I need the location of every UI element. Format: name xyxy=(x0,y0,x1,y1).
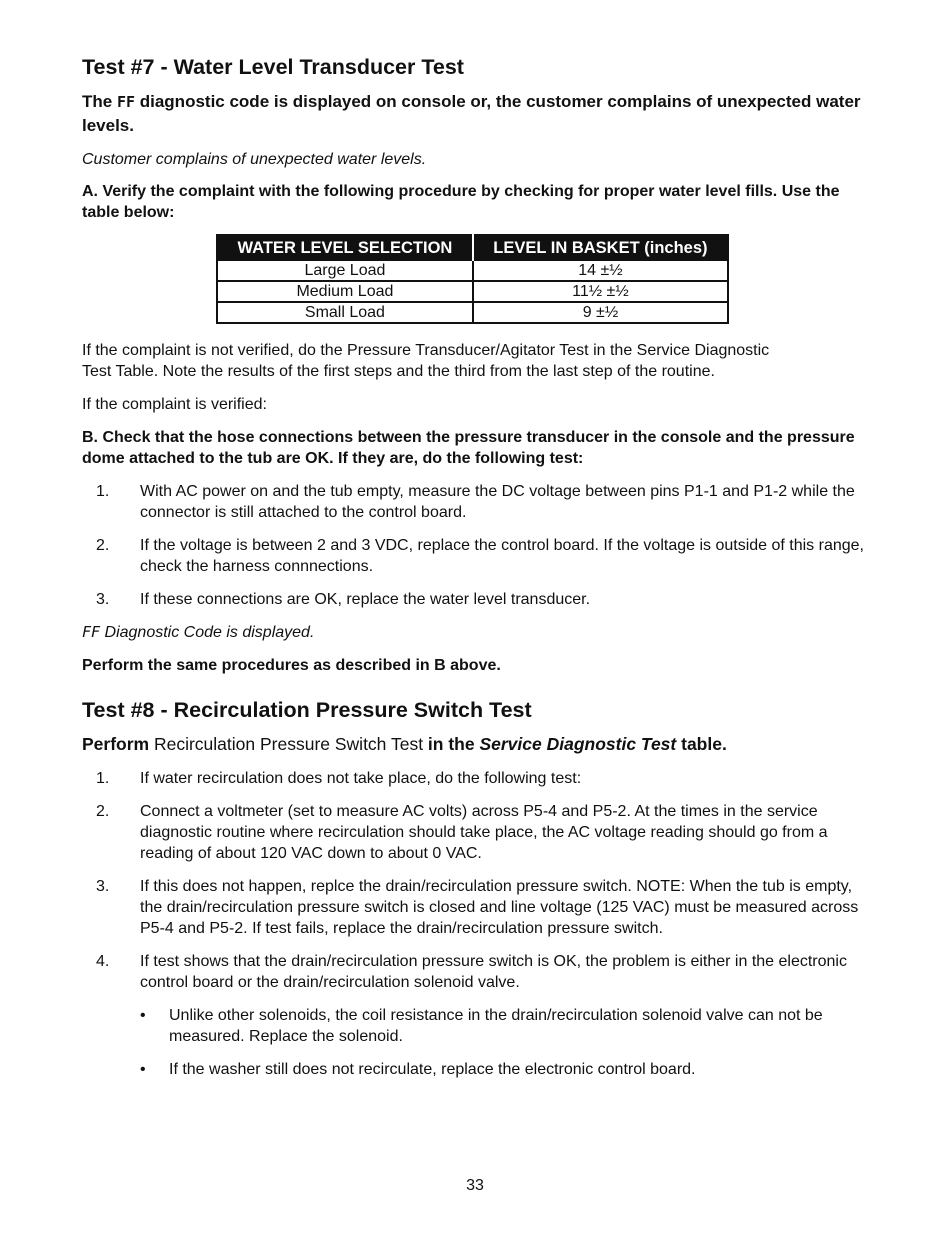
test8-subtitle: Perform Recirculation Pressure Switch Test in the Service Diagnostic Test table. xyxy=(82,734,727,754)
test7-title: Test #7 - Water Level Transducer Test xyxy=(82,55,464,79)
list-item: 3. If this does not happen, replce the drain/recirculation pressure switch. NOTE: When the tub is empty, the drain/recirculation pressure switch is closed and line voltage (125 VAC) must be measured across P5-4 and P5-2. If test fails, replace the drain/recirculation pressure switch. xyxy=(96,878,859,937)
ff-code: FF xyxy=(116,93,136,111)
table-cell: Small Load xyxy=(217,302,473,323)
bullet-item: • If the washer still does not recirculate, replace the electronic control board. xyxy=(140,1061,696,1078)
table-header-row xyxy=(217,235,728,261)
step-b: B. Check that the hose connections between the pressure transducer in the console and the pressure dome attached to the tub are OK. If they are, do the following test: xyxy=(82,429,855,467)
list-item: 4. If test shows that the drain/recirculation pressure switch is OK, the problem is either in the electronic control board or the drain/recirculation solenoid valve. • Unlike other solenoids, the coil resistance in the drain/recirculation solenoid valve can not be measured. Replace the solenoid. • If the washer still does not recirculate, replace the electronic control board. xyxy=(82,951,872,1080)
table-cell: 11½ ±½ xyxy=(473,281,728,302)
table-cell: Large Load xyxy=(304,262,386,279)
test8-title: Test #8 - Recirculation Pressure Switch Test xyxy=(82,698,532,722)
list-item: 2. Connect a voltmeter (set to measure AC volts) across P5-4 and P5-2. At the times in the service diagnostic routine where recirculation should take place, the AC voltage reading should go from a reading of about 120 VAC down to about 0 VAC. xyxy=(96,803,828,862)
list-item: 2. If the voltage is between 2 and 3 VDC, replace the control board. If the voltage is outside of this range, check the harness connnections. xyxy=(96,537,864,575)
table-row xyxy=(217,281,728,302)
bullet-list xyxy=(140,1005,872,1080)
test7-subtitle: The FF diagnostic code is displayed on console or, the customer complains of unexpected water levels. xyxy=(82,92,861,135)
table-row xyxy=(217,302,728,323)
table-row xyxy=(217,261,728,281)
case-customer-complains: Customer complains of unexpected water levels. xyxy=(82,151,427,168)
page-content xyxy=(82,52,872,1080)
table-header: WATER LEVEL SELECTION xyxy=(217,235,473,261)
list-item: 3. If these connections are OK, replace the water level transducer. xyxy=(96,591,591,608)
water-level-table xyxy=(216,234,729,324)
table-cell: 9 ±½ xyxy=(473,302,728,323)
verified-paragraph: If the complaint is verified: xyxy=(82,396,267,413)
table-cell: Medium Load xyxy=(217,281,473,302)
page-number: 33 xyxy=(466,1177,484,1194)
table-cell: 14 ±½ xyxy=(473,261,728,281)
list-item: 1. With AC power on and the tub empty, measure the DC voltage between pins P1-1 and P1-2 while the connector is still attached to the control board. xyxy=(96,483,855,521)
bullet-icon: • xyxy=(140,1061,146,1078)
perform-same: Perform the same procedures as described in B above. xyxy=(82,657,501,674)
test7-steps xyxy=(82,481,872,610)
step-a: A. Verify the complaint with the following procedure by checking for proper water level fills. Use the table below: xyxy=(82,183,840,221)
list-item: 1. If water recirculation does not take place, do the following test: xyxy=(96,770,582,787)
bullet-item: • Unlike other solenoids, the coil resistance in the drain/recirculation solenoid valve can not be measured. Replace the solenoid. xyxy=(140,1007,823,1045)
table-header: LEVEL IN BASKET (inches) xyxy=(473,235,728,261)
not-verified-paragraph: If the complaint is not verified, do the Pressure Transducer/Agitator Test in the Service Diagnostic Test Table. Note the results of the first steps and the third from the last step of the routine. xyxy=(82,342,770,380)
test8-steps xyxy=(82,768,872,1080)
case-ff-code: FF Diagnostic Code is displayed. xyxy=(82,623,315,641)
bullet-icon: • xyxy=(140,1007,146,1024)
